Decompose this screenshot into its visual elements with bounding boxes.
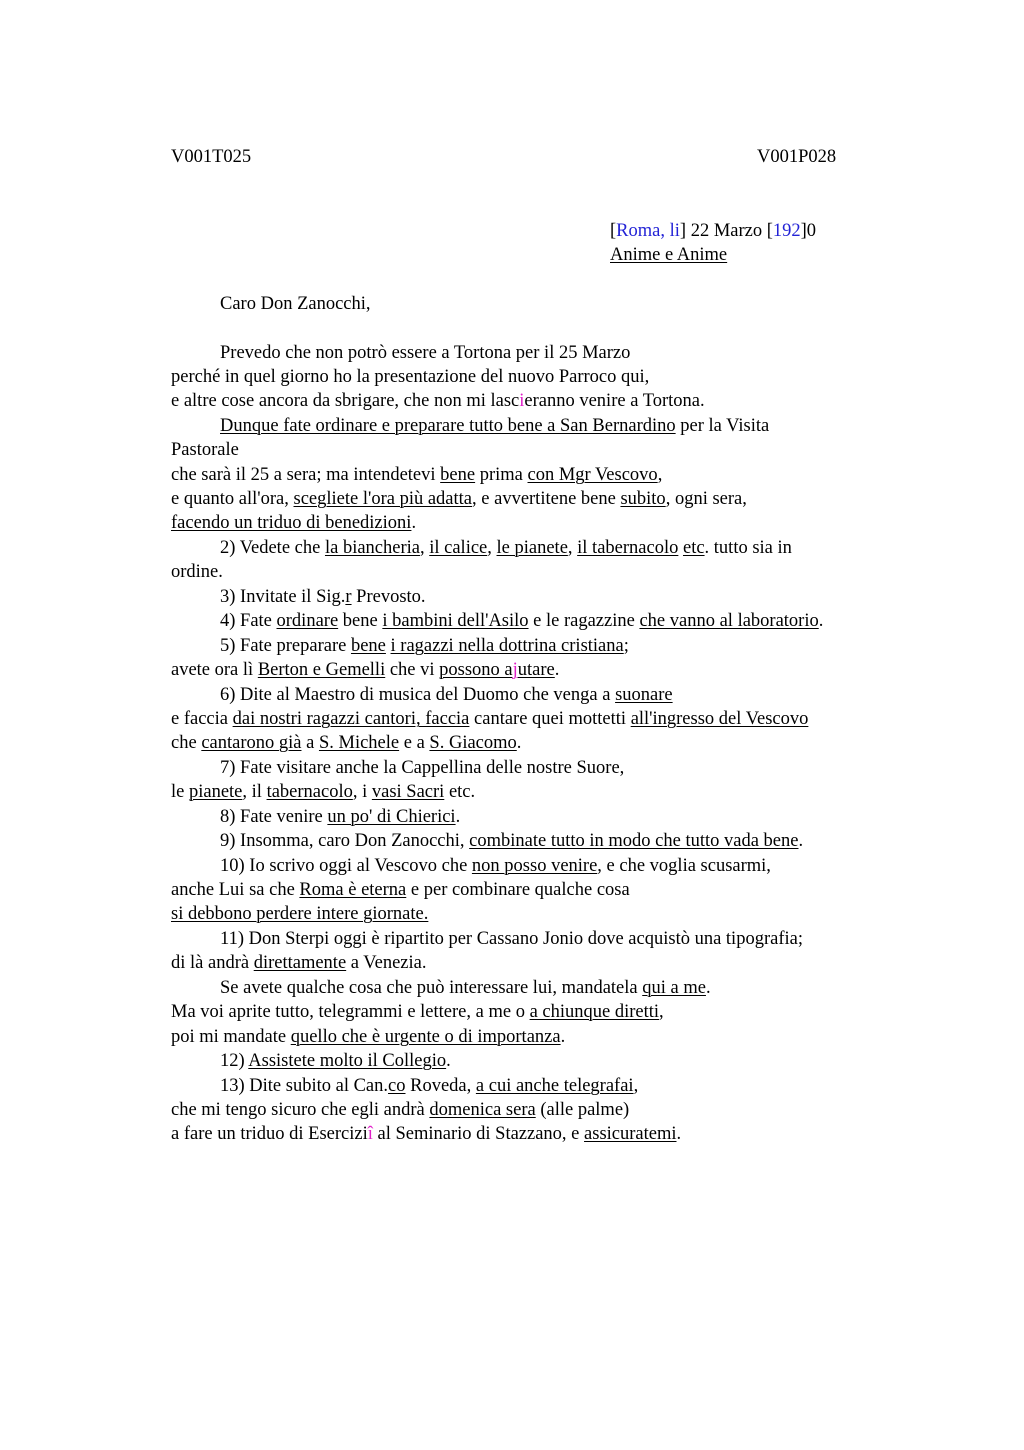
text-segment: bene — [338, 611, 383, 631]
text-segment: . — [554, 660, 560, 680]
letter-line — [220, 416, 769, 437]
underlined-text: combinate tutto in modo che tutto vada bene — [469, 831, 799, 851]
letter-line — [220, 807, 460, 828]
text-segment: cantare quei mottetti — [469, 709, 631, 729]
underlined-text: si debbono perdere intere giornate. — [171, 904, 429, 924]
text-segment: . — [798, 831, 804, 851]
text-segment: etc. — [444, 782, 476, 802]
underlined-text: co — [388, 1076, 406, 1096]
letter-line — [171, 513, 416, 534]
text-segment: , e che voglia scusarmi, — [597, 856, 771, 876]
text-segment: 2) Vedete che — [220, 538, 325, 558]
text-segment: e le ragazzine — [528, 611, 640, 631]
text-segment: 9) Insomma, caro Don Zanocchi, — [220, 831, 470, 851]
underlined-text: r — [345, 587, 352, 607]
text-segment: 13) Dite subito al Can. — [220, 1076, 389, 1096]
letter-line — [220, 587, 426, 608]
text-segment: î — [367, 1124, 373, 1144]
text-segment: eranno venire a Tortona. — [524, 391, 705, 411]
text-segment: ordine. — [171, 562, 223, 582]
text-segment: , — [419, 538, 430, 558]
letter-line — [171, 440, 239, 461]
text-segment: , i — [352, 782, 372, 802]
text-segment: poi mi mandate — [171, 1027, 291, 1047]
text-segment: . — [446, 1051, 451, 1071]
underlined-text: assicuratemi — [584, 1124, 677, 1144]
text-segment: anche Lui sa che — [171, 880, 300, 900]
bracket-open: [ — [610, 221, 617, 241]
text-segment: Pastorale — [171, 440, 239, 460]
letter-line — [171, 489, 747, 510]
letter-line — [171, 660, 559, 681]
text-segment: i — [519, 391, 525, 411]
text-segment: a fare un triduo di Esercizi — [171, 1124, 368, 1144]
underlined-text: ordinare — [276, 611, 339, 631]
text-segment: , — [659, 1002, 664, 1022]
underlined-text: la biancheria — [324, 538, 420, 558]
text-segment: , il — [242, 782, 267, 802]
text-segment: , ogni sera, — [665, 489, 747, 509]
letter-line — [171, 465, 662, 486]
text-segment: Prevosto. — [351, 587, 426, 607]
letter-line — [171, 367, 649, 388]
text-segment: 5) Fate preparare — [220, 636, 351, 656]
letter-line — [171, 1124, 681, 1145]
underlined-text: a cui anche telegrafai — [475, 1076, 634, 1096]
letter-line — [171, 904, 428, 925]
text-segment: di là andrà — [171, 953, 254, 973]
letter-line — [171, 733, 521, 754]
text-segment: , — [657, 465, 663, 485]
underlined-text: bene — [440, 465, 476, 485]
text-segment: Se avete qualche cosa che può interessare lui, mandatela — [220, 978, 643, 998]
text-segment: a — [301, 733, 319, 753]
underlined-text: vasi Sacri — [371, 782, 445, 802]
text-segment: , — [567, 538, 578, 558]
underlined-text: Roma è eterna — [299, 880, 407, 900]
underlined-text: tabernacolo — [266, 782, 353, 802]
underlined-text: subito — [620, 489, 666, 509]
underlined-text: i bambini dell'Asilo — [382, 611, 529, 631]
text-segment: 7) Fate visitare anche la Cappellina delle nostre Suore, — [220, 758, 625, 778]
text-segment: . — [411, 513, 417, 533]
text-segment: , e avvertitene bene — [472, 489, 621, 509]
text-segment: Roveda, — [405, 1076, 476, 1096]
underlined-text: all'ingresso del Vescovo — [630, 709, 809, 729]
text-segment: e quanto all'ora, — [171, 489, 294, 509]
letter-line — [220, 831, 803, 852]
letter-line — [171, 953, 426, 974]
letter-line — [171, 880, 630, 901]
text-segment: 6) Dite al Maestro di musica del Duomo che venga a — [220, 685, 616, 705]
underlined-text: bene — [350, 636, 386, 656]
letter-line — [220, 856, 771, 877]
date-place: Roma, li — [616, 221, 680, 241]
text-segment: . tutto sia in — [704, 538, 792, 558]
underlined-text: suonare — [615, 685, 673, 705]
text-segment: Prevedo che non potrò essere a Tortona per il 25 Marzo — [220, 343, 631, 363]
letter-line — [220, 636, 629, 657]
letter-line — [171, 1002, 664, 1023]
underlined-text: le pianete — [496, 538, 568, 558]
text-segment: . — [455, 807, 461, 827]
text-segment: che vi — [385, 660, 440, 680]
underlined-text: i ragazzi nella dottrina cristiana — [390, 636, 624, 656]
text-segment: a Venezia. — [346, 953, 427, 973]
underlined-text: j — [512, 660, 518, 680]
text-segment: avete ora lì — [171, 660, 258, 680]
underlined-text: non posso venire — [471, 856, 598, 876]
underlined-text: il tabernacolo — [577, 538, 679, 558]
underlined-text: dai nostri ragazzi cantori, faccia — [232, 709, 470, 729]
underlined-text: con Mgr Vescovo — [527, 465, 658, 485]
letter-line — [220, 685, 673, 706]
underlined-text: scegliete l'ora più adatta — [293, 489, 473, 509]
text-segment: e a — [399, 733, 430, 753]
text-segment: . — [705, 978, 711, 998]
dateline — [610, 221, 816, 242]
text-segment: che — [171, 733, 202, 753]
text-segment: Ma voi aprite tutto, telegrammi e lettere, a me o — [171, 1002, 530, 1022]
underlined-text: un po' di Chierici — [327, 807, 456, 827]
text-segment: le — [171, 782, 189, 802]
document-code-right: V001P028 — [757, 147, 837, 167]
text-segment: per la Visita — [675, 416, 770, 436]
letter-line — [220, 929, 803, 950]
underlined-text: pianete — [188, 782, 243, 802]
underlined-text: Dunque fate ordinare e preparare tutto bene a San Bernardino — [220, 416, 676, 436]
underlined-text: Berton e Gemelli — [257, 660, 386, 680]
letter-line — [220, 758, 624, 779]
letter-line — [220, 1051, 451, 1072]
text-segment: ; — [623, 636, 629, 656]
underlined-text: a chiunque diretti — [529, 1002, 660, 1022]
letter-line — [220, 343, 630, 364]
date-day-month: ] 22 Marzo [ — [679, 221, 773, 241]
date-year-end: ]0 — [800, 221, 817, 241]
underlined-text: Assistete molto il Collegio — [248, 1051, 447, 1071]
text-segment: 11) Don Sterpi oggi è ripartito per Cassano Jonio dove acquistò una tipografia; — [220, 929, 803, 949]
underlined-text: che vanno al laboratorio — [639, 611, 819, 631]
underlined-text: possono a — [439, 660, 513, 680]
letter-line — [171, 391, 705, 412]
underlined-text: qui a me — [642, 978, 706, 998]
underlined-text: etc — [682, 538, 705, 558]
letter-line — [171, 562, 223, 583]
text-segment: e per combinare qualche cosa — [406, 880, 630, 900]
document-code-left: V001T025 — [171, 147, 252, 167]
text-segment: 10) Io scrivo oggi al Vescovo che — [220, 856, 472, 876]
date-year-part: 192 — [772, 221, 801, 241]
text-segment: 4) Fate — [220, 611, 277, 631]
letter-line — [171, 709, 808, 730]
text-segment: . — [676, 1124, 682, 1144]
underlined-text: facendo un triduo di benedizioni — [171, 513, 412, 533]
letter-line — [171, 1027, 565, 1048]
text-segment: 3) Invitate il Sig. — [220, 587, 346, 607]
letter-line — [220, 611, 823, 632]
underlined-text: S. Michele — [318, 733, 400, 753]
underlined-text: cantarono già — [201, 733, 302, 753]
text-segment: al Seminario di Stazzano, e — [372, 1124, 585, 1144]
underlined-text: S. Giacomo — [429, 733, 517, 753]
text-segment: (alle palme) — [535, 1100, 630, 1120]
text-segment: 8) Fate venire — [220, 807, 328, 827]
text-segment: e faccia — [171, 709, 233, 729]
underlined-text: direttamente — [253, 953, 347, 973]
salutation: Caro Don Zanocchi, — [220, 294, 371, 314]
underlined-text: quello che è urgente o di importanza — [290, 1027, 561, 1047]
text-segment: , — [633, 1076, 639, 1096]
text-segment: perché in quel giorno ho la presentazione del nuovo Parroco qui, — [171, 367, 650, 387]
underlined-text: utare — [517, 660, 555, 680]
letter-line — [220, 1076, 638, 1097]
text-segment: , — [487, 538, 497, 558]
letter-line — [171, 782, 475, 803]
text-segment: che sarà il 25 a sera; ma intendetevi — [171, 465, 441, 485]
text-segment: prima — [475, 465, 528, 485]
text-segment: che mi tengo sicuro che egli andrà — [171, 1100, 430, 1120]
underlined-text: domenica sera — [429, 1100, 536, 1120]
text-segment: . — [560, 1027, 566, 1047]
text-segment: . — [516, 733, 522, 753]
text-segment: e altre cose ancora da sbrigare, che non mi lasc — [171, 391, 520, 411]
letter-line — [220, 978, 711, 999]
text-segment: 12) — [220, 1051, 249, 1071]
letter-line — [171, 1100, 629, 1121]
underlined-text: il calice — [429, 538, 488, 558]
letter-line — [220, 538, 792, 559]
text-segment: . — [818, 611, 824, 631]
motto: Anime e Anime — [610, 245, 728, 265]
